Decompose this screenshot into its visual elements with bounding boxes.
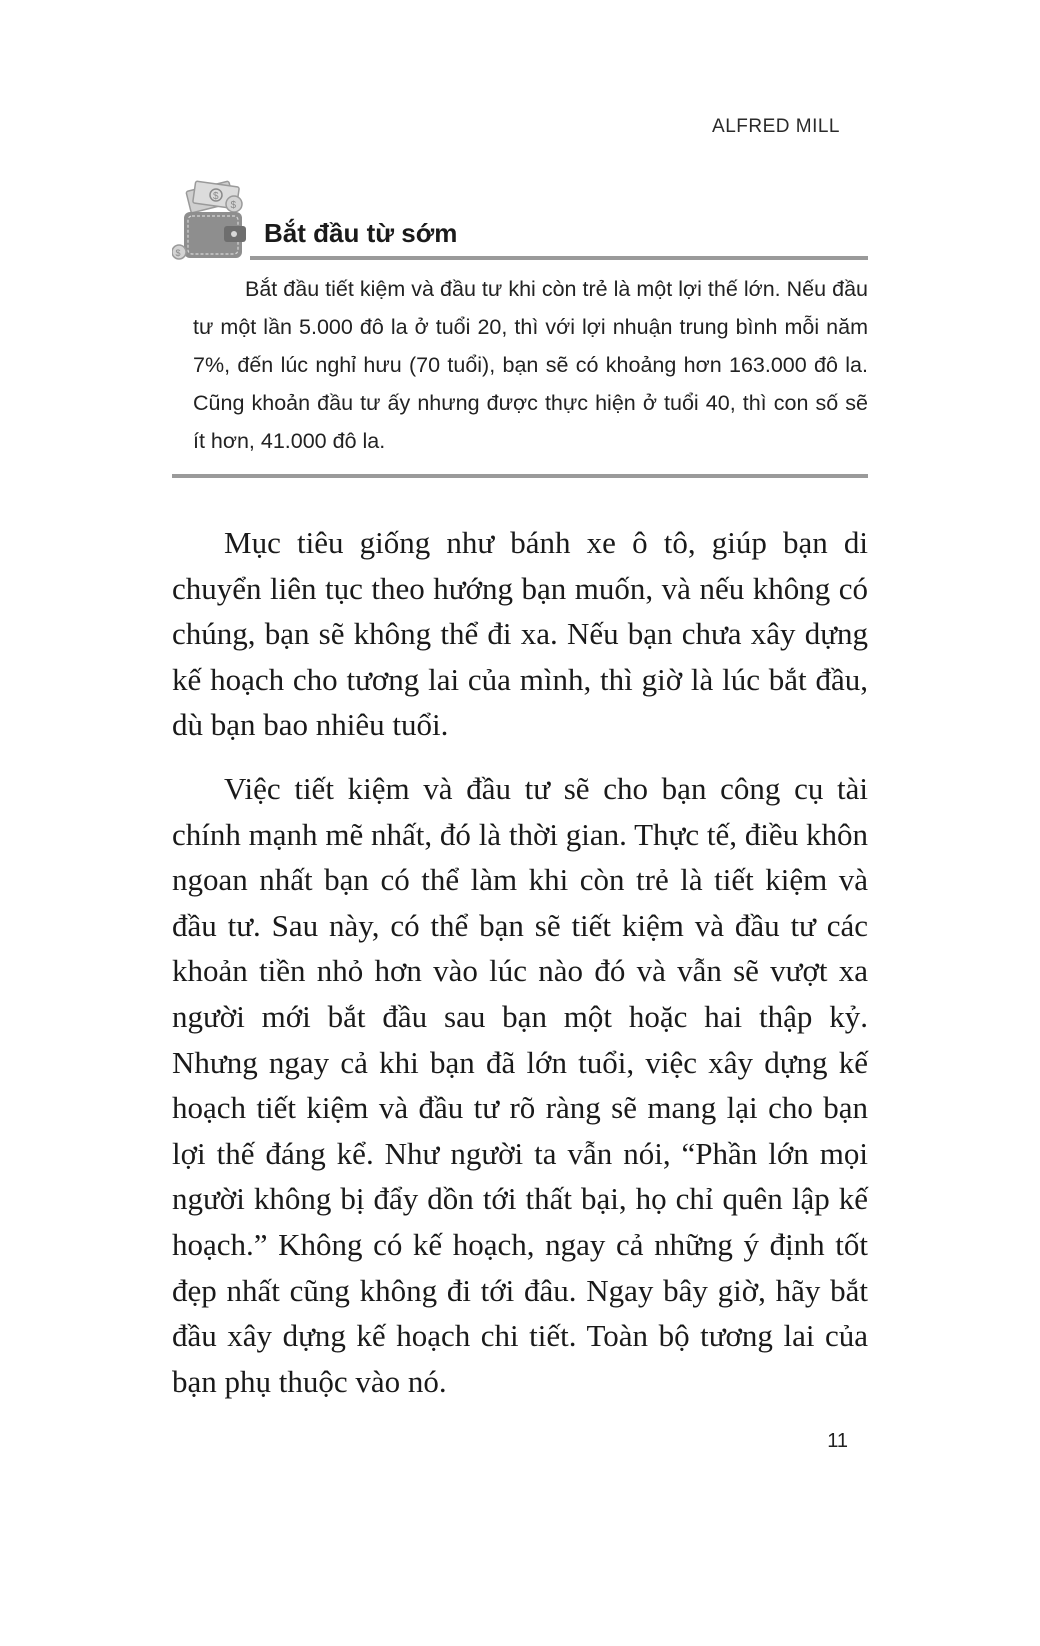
tip-box-bottom-rule — [172, 474, 868, 478]
svg-text:$: $ — [175, 248, 181, 258]
page-number: 11 — [827, 1430, 848, 1452]
tip-box-title: Bắt đầu từ sớm — [264, 218, 458, 248]
running-header: ALFRED MILL — [712, 116, 840, 137]
tip-box-top-rule — [250, 256, 868, 260]
paragraph: Mục tiêu giống như bánh xe ô tô, giúp bạn di chuyển liên tục theo hướng bạn muốn, và nếu không có chúng, bạn sẽ không thể đi xa. Nếu bạn chưa xây dựng kế hoạch cho tương lai của mình, thì giờ là lúc bắt đầu, dù bạn bao nhiêu tuổi. — [172, 525, 868, 743]
tip-box-body: Bắt đầu tiết kiệm và đầu tư khi còn trẻ là một lợi thế lớn. Nếu đầu tư một lần 5.000 đô la ở tuổi 20, thì với lợi nhuận trung bình mỗi năm 7%, đến lúc nghỉ hưu (70 tuổi), bạn sẽ có khoảng hơn 163.000 đô la. Cũng khoản đầu tư ấy nhưng được thực hiện ở tuổi 40, thì con số sẽ ít hơn, 41.000 đô la. — [193, 277, 868, 453]
paragraph: Việc tiết kiệm và đầu tư sẽ cho bạn công cụ tài chính mạnh mẽ nhất, đó là thời gian. Thực tế, điều khôn ngoan nhất bạn có thể làm khi còn trẻ là tiết kiệm và đầu tư. Sau này, có thể bạn sẽ tiết kiệm và đầu tư các khoản tiền nhỏ hơn vào lúc nào đó và vẫn sẽ vượt xa người mới bắt đầu sau bạn một hoặc hai thập kỷ. Nhưng ngay cả khi bạn đã lớn tuổi, việc xây dựng kế hoạch tiết kiệm và đầu tư rõ ràng sẽ mang lại cho bạn lợi thế đáng kể. Như người ta vẫn nói, “Phần lớn mọi người không bị đẩy dồn tới thất bại, họ chỉ quên lập kế hoạch.” Không có kế hoạch, ngay cả những ý định tốt đẹp nhất cũng không đi tới đâu. Ngay bây giờ, hãy bắt đầu xây dựng kế hoạch chi tiết. Toàn bộ tương lai của bạn phụ thuộc vào nó. — [172, 770, 868, 1399]
svg-text:$: $ — [230, 200, 237, 211]
body-text — [172, 520, 868, 1422]
wallet-money-icon — [172, 180, 252, 266]
svg-text:$: $ — [213, 191, 219, 202]
